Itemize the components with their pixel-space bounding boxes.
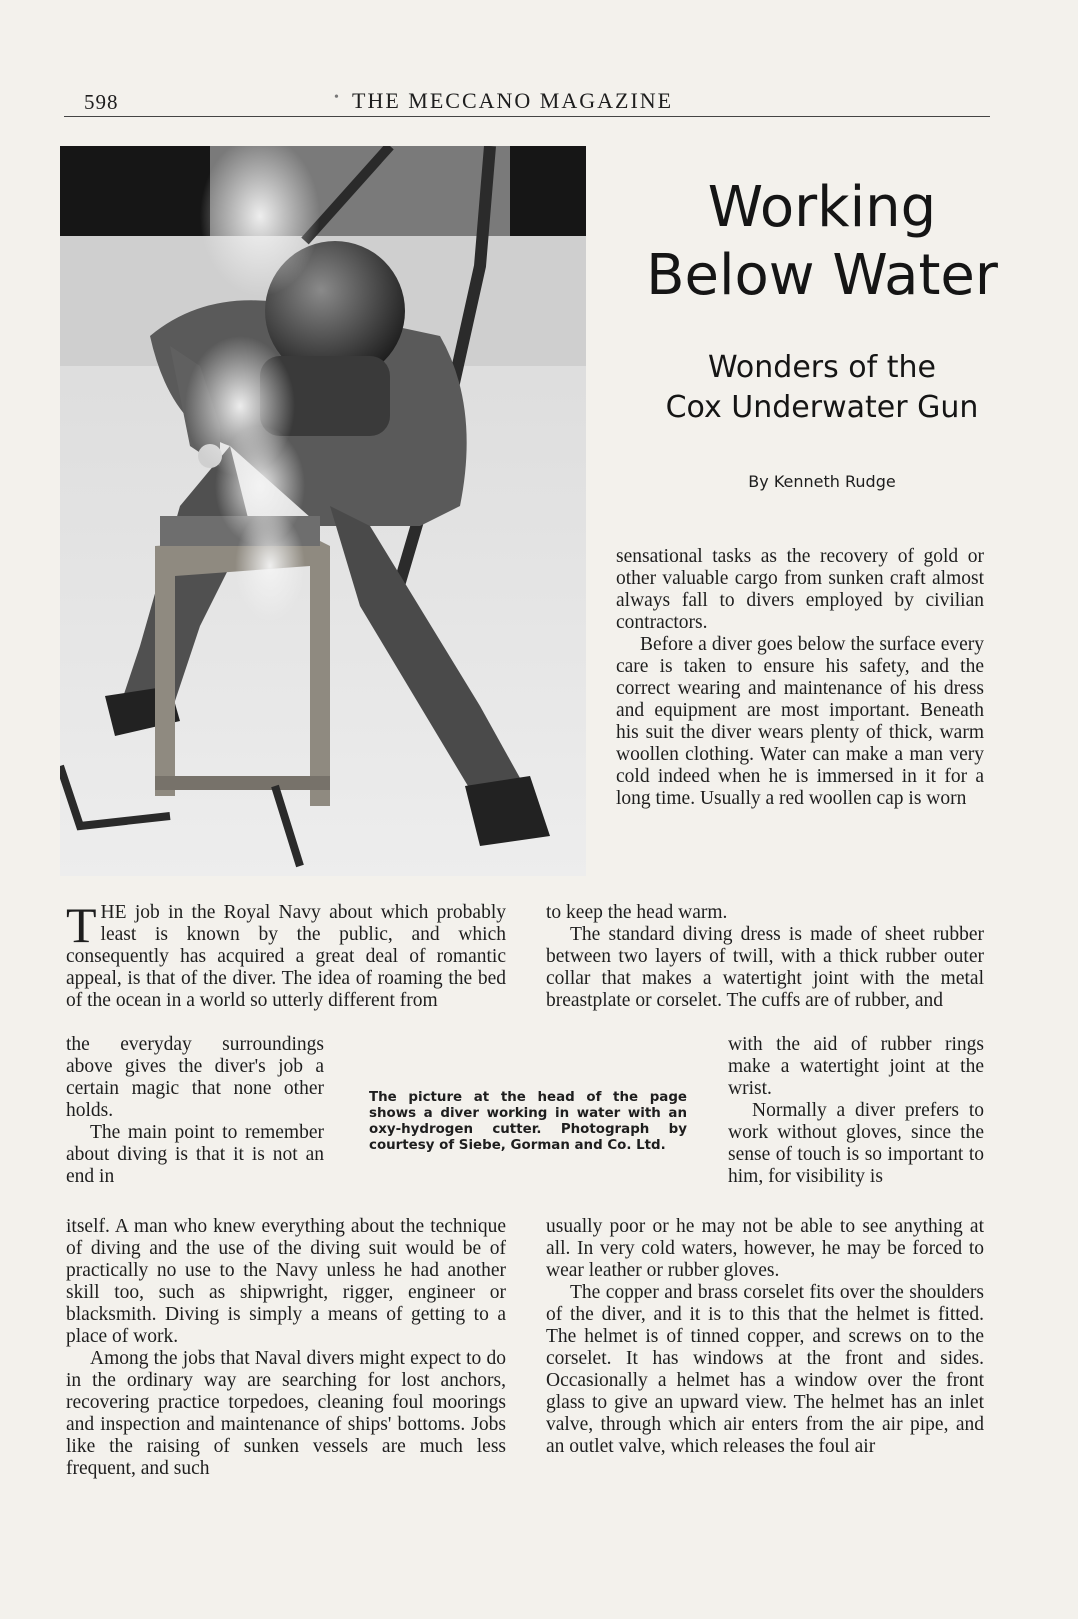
left-column-narrow [66,1034,324,1188]
separator-dot: • [334,90,339,105]
paragraph-r1: sensational tasks as the recovery of gold or other valuable cargo from sunken craft almost always fall to divers employed by civilian contractors. [616,546,984,633]
paragraph-r3b: with the aid of rubber rings make a watertight joint at the wrist. [728,1034,984,1099]
paragraph-1a [66,897,506,1012]
paragraph-3: Among the jobs that Naval divers might expect to do in the ordinary way are searching for lost anchors, recovering practice torpedoes, cleaning foul moorings and inspection and maintenance of ships' bottoms. Jobs like the raising of sunken vessels are much less frequent, and such [66,1348,506,1479]
right-column-upper [616,546,984,810]
article-subtitle [612,348,1032,428]
paragraph-2b: itself. A man who knew everything about the technique of diving and the use of the diving suit would be of practically no use to the Navy unless he had another skill too, such as shipwright, rigger, engineer or blacksmith. Diving is simply a means of getting to a place of work. [66,1216,506,1347]
subtitle-line-1: Wonders of the [708,350,936,385]
diver-photo-icon [60,146,586,876]
paragraph-r2-tail: to keep the head warm. [546,902,728,923]
title-line-2: Below Water [646,243,998,308]
paragraph-1a-text: HE job in the Royal Navy about which probably least is known by the public, and which consequently has acquired a great deal of romantic appeal, is that of the diver. The idea of roaming the bed of the ocean in a world so utterly different from [66,902,506,1011]
paragraph-r3a: The standard diving dress is made of sheet rubber between two layers of twill, with a thick rubber outer collar that makes a watertight joint with the metal breastplate or corselet. The cuffs are of rubber, and [546,924,984,1011]
paragraph-2a: The main point to remember about diving is that it is not an end in [66,1122,324,1187]
subtitle-line-2: Cox Underwater Gun [665,390,979,425]
right-column-wide [546,902,984,1012]
title-line-1: Working [707,175,937,240]
photo-caption: The picture at the head of the page shows a diver working in water with an oxy-hydrogen cutter. Photograph by courtesy of Siebe, Gorman and Co. Ltd. [369,1090,687,1153]
right-column-narrow [728,1034,984,1188]
diver-photo [60,146,586,876]
running-head [64,88,990,117]
drop-cap: T [66,897,97,953]
paragraph-r4b: usually poor or he may not be able to see anything at all. In very cold waters, however, he may be forced to wear leather or rubber gloves. [546,1216,984,1281]
left-column-top [66,897,506,1012]
right-column-bottom [546,1216,984,1458]
paragraph-1b: the everyday surroundings above gives the diver's job a certain magic that none other holds. [66,1034,324,1121]
paragraph-r5: The copper and brass corselet fits over the shoulders of the diver, and it is to this that the helmet is fitted. The helmet is of tinned copper, and screws on to the corselet. It has windows at the front and sides. Occasionally a helmet has a window over the front glass to give an upward view. The helmet has an inlet valve, through which air enters from the air pipe, and an outlet valve, which releases the foul air [546,1282,984,1457]
page-number: 598 [84,90,119,114]
paragraph-r4a: Normally a diver prefers to work without gloves, since the sense of touch is so important to him, for visibility is [728,1100,984,1187]
article-title [612,174,1032,310]
left-column-bottom [66,1216,506,1480]
magazine-title: THE MECCANO MAGAZINE [352,88,674,113]
byline: By Kenneth Rudge [748,472,896,491]
article-headline [612,174,1032,491]
paragraph-r2: Before a diver goes below the surface every care is taken to ensure his safety, and the correct wearing and maintenance of his dress and equipment are most important. Beneath his suit the diver wears plenty of thick, warm woollen clothing. Water can make a man very cold indeed when he is immersed in it for a long time. Usually a red woollen cap is worn [616,634,984,809]
